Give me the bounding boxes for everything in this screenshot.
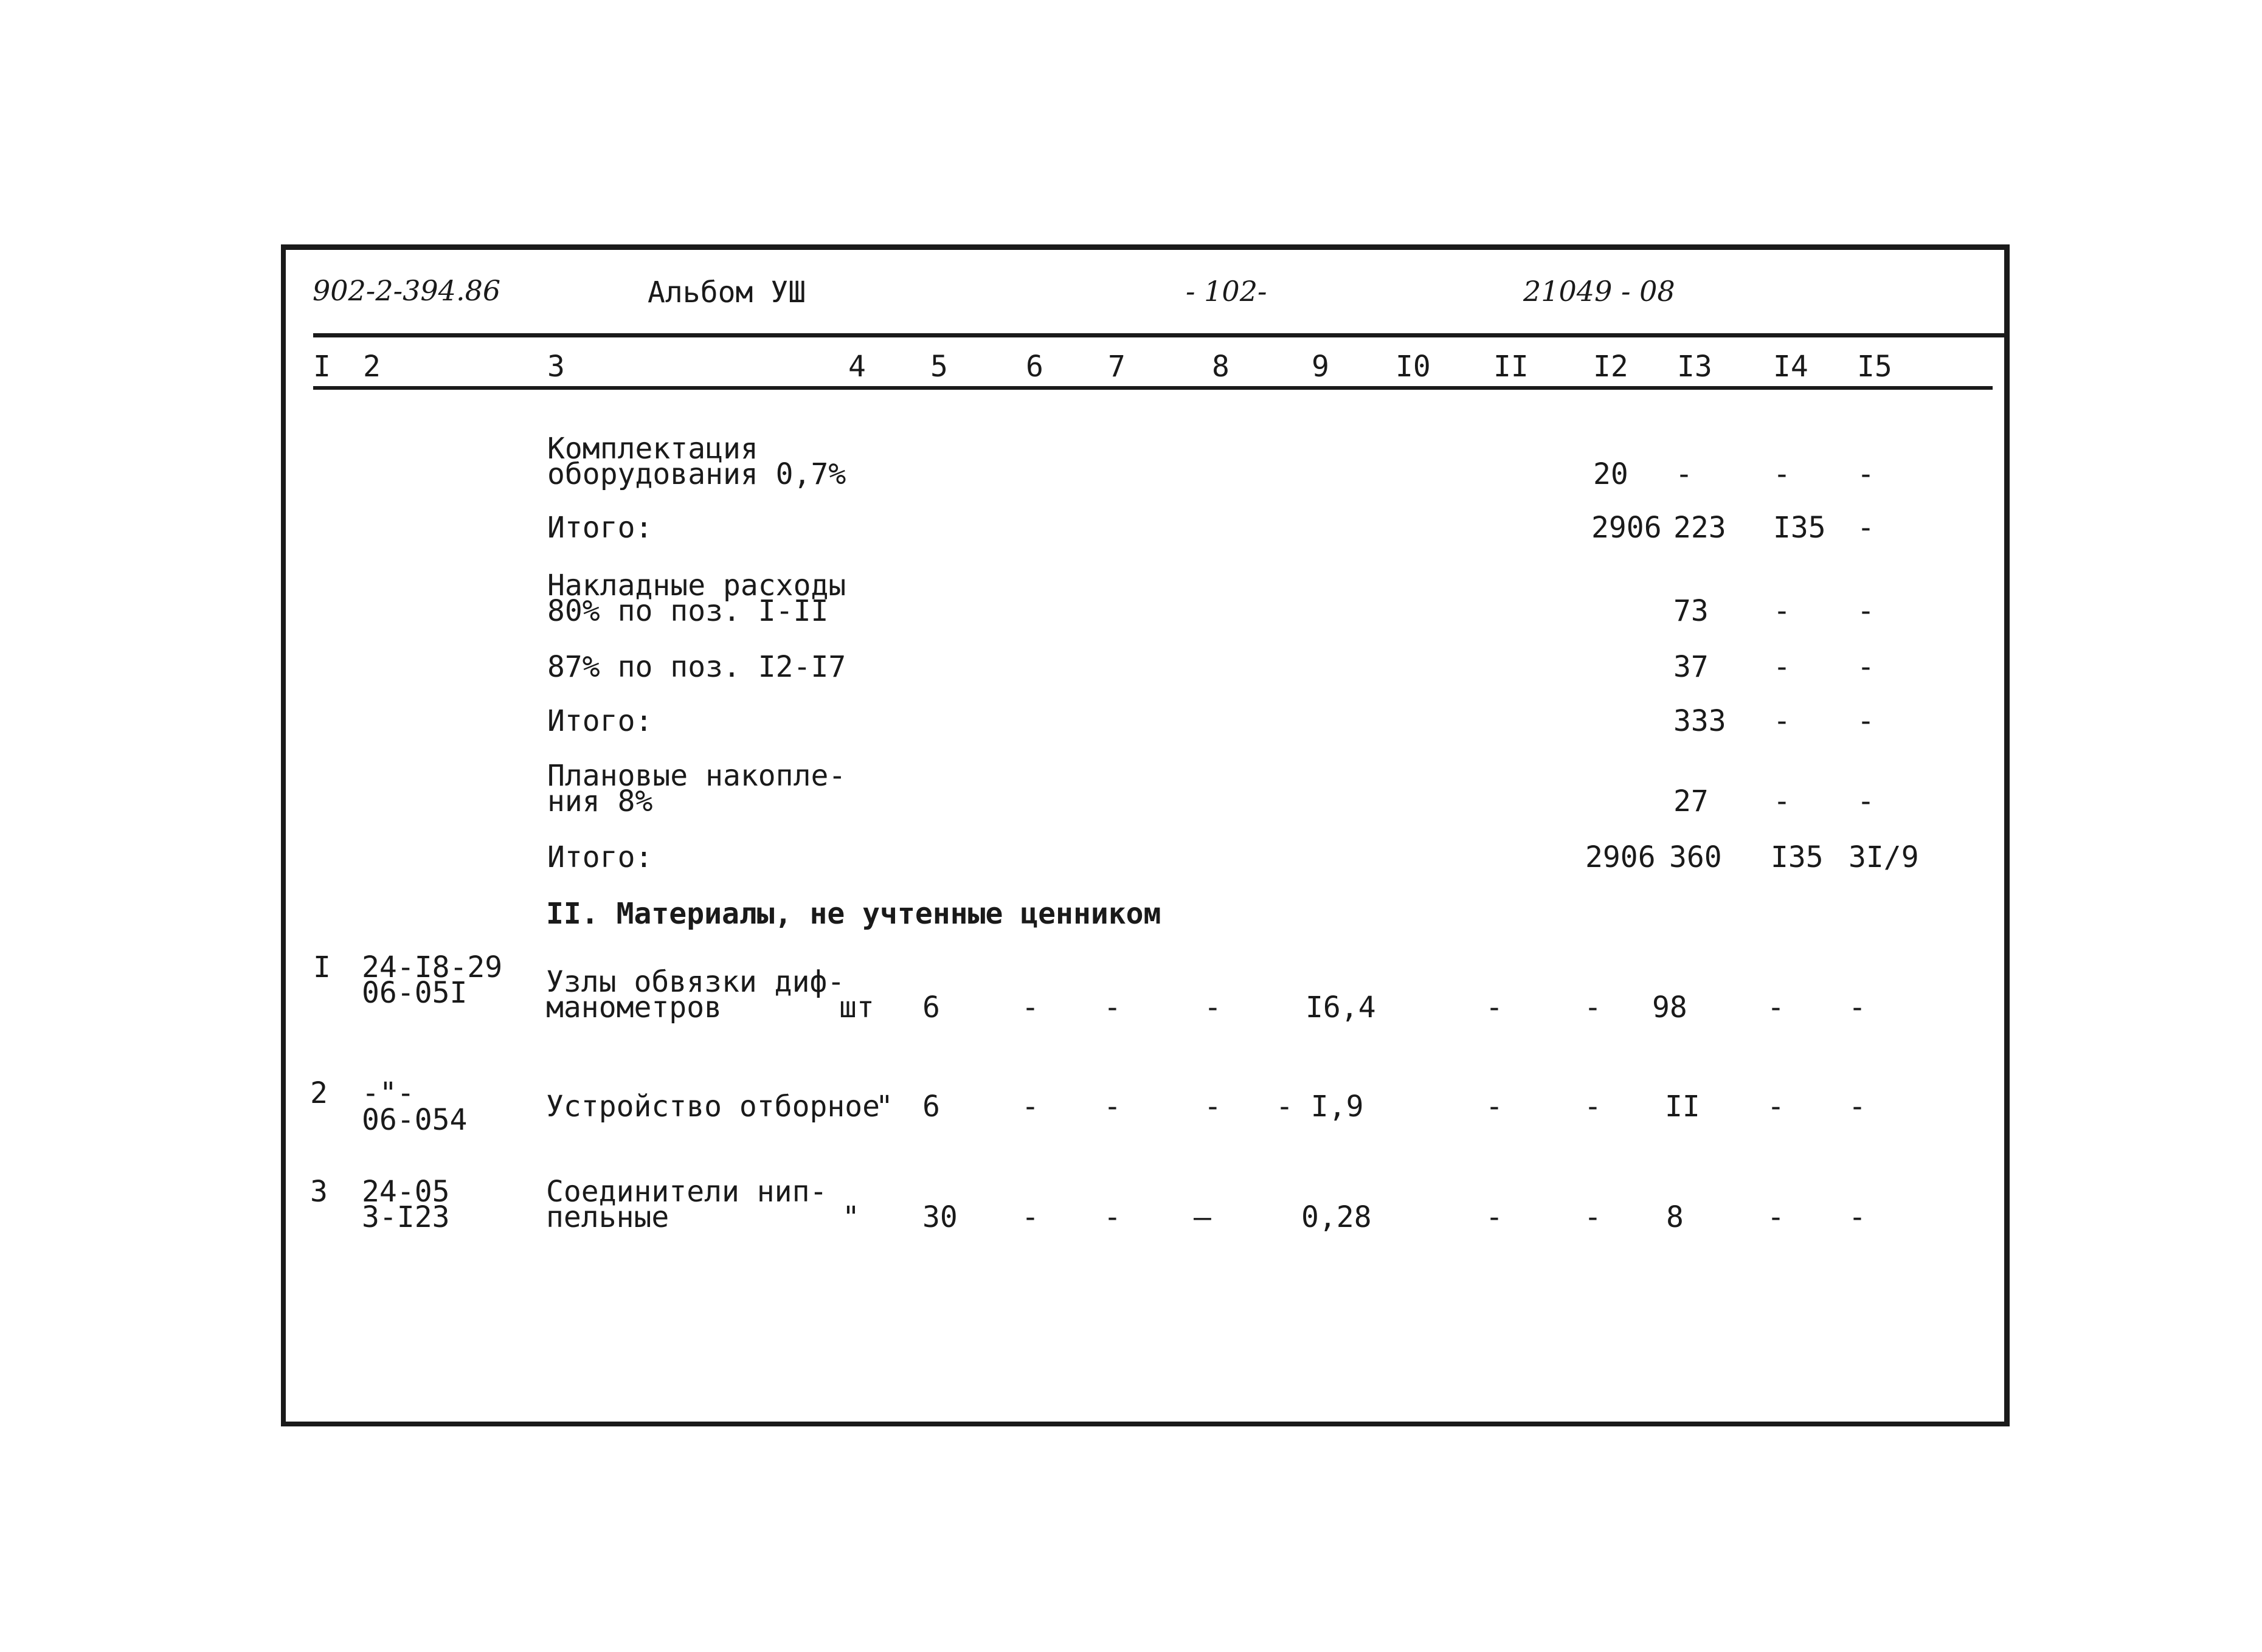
item-code: -"- xyxy=(362,1076,415,1110)
cell-c15: 3I/9 xyxy=(1849,840,1919,874)
col-7: 7 xyxy=(1108,350,1126,384)
row-label: 80% по поз. I-II xyxy=(547,594,829,628)
row-label: Накладные расходы xyxy=(547,569,846,603)
cell-c14: I35 xyxy=(1771,840,1824,874)
cell-c13: 73 xyxy=(1673,594,1709,628)
item-number: I xyxy=(313,950,331,984)
cell-c12: 20 xyxy=(1593,457,1628,491)
col-12: I2 xyxy=(1593,350,1628,384)
album-label: Альбом УШ xyxy=(648,275,806,309)
col-9: 9 xyxy=(1312,350,1329,384)
col-10: I0 xyxy=(1396,350,1431,384)
inventory-number: 21049 - 08 xyxy=(1523,275,1675,308)
row-label: Итого: xyxy=(547,511,653,545)
col-1: I xyxy=(313,350,331,384)
cell-c8: — xyxy=(1194,1200,1211,1234)
cell-c12: - xyxy=(1584,1090,1602,1124)
col-14: I4 xyxy=(1773,350,1808,384)
col-4: 4 xyxy=(848,350,866,384)
cell-c13: 333 xyxy=(1673,704,1726,738)
item-code: 24-05 xyxy=(362,1175,450,1209)
item-code: 24-I8-29 xyxy=(362,950,503,984)
item-qty: 6 xyxy=(922,990,940,1025)
cell-c13: 360 xyxy=(1669,840,1722,874)
cell-c12: - xyxy=(1584,1200,1602,1234)
col-8: 8 xyxy=(1212,350,1230,384)
cell-c13: 223 xyxy=(1673,511,1726,545)
cell-c8: - xyxy=(1204,990,1222,1025)
cell-c14: - xyxy=(1773,704,1791,738)
cell-c11: - xyxy=(1486,1090,1503,1124)
col-11: II xyxy=(1493,350,1529,384)
cell-c13: 8 xyxy=(1666,1200,1684,1234)
column-header-rule xyxy=(313,386,1993,390)
item-unit: " xyxy=(842,1200,860,1234)
item-name: Узлы обвязки диф- xyxy=(546,965,845,999)
cell-c14: - xyxy=(1773,594,1791,628)
cell-c15: - xyxy=(1857,650,1875,684)
header-rule xyxy=(313,333,2005,337)
col-3: 3 xyxy=(547,350,565,384)
cell-c7: - xyxy=(1104,1200,1121,1234)
cell-c15: - xyxy=(1849,1090,1866,1124)
item-code: 06-054 xyxy=(362,1103,468,1137)
cell-c7: - xyxy=(1104,990,1121,1025)
col-15: I5 xyxy=(1857,350,1892,384)
cell-c6: - xyxy=(1022,1090,1039,1124)
item-unit: " xyxy=(876,1090,893,1124)
cell-c14: - xyxy=(1767,990,1785,1025)
col-5: 5 xyxy=(930,350,948,384)
cell-c12: 2906 xyxy=(1591,511,1662,545)
cell-c15: - xyxy=(1857,594,1875,628)
item-unit: шт xyxy=(839,990,874,1025)
cell-c12: - xyxy=(1584,990,1602,1025)
cell-c13: - xyxy=(1675,457,1693,491)
cell-c9: - I,9 xyxy=(1276,1090,1364,1124)
cell-c15: - xyxy=(1849,990,1866,1025)
row-label: Итого: xyxy=(547,704,653,738)
page-frame xyxy=(281,244,2010,1426)
item-name: Устройство отборное xyxy=(546,1090,880,1124)
section-title: II. Материалы, не учтенные ценником xyxy=(546,897,1161,931)
cell-c6: - xyxy=(1022,990,1039,1025)
cell-c6: - xyxy=(1022,1200,1039,1234)
cell-c15: - xyxy=(1857,511,1875,545)
cell-c11: - xyxy=(1486,990,1503,1025)
cell-c12: 2906 xyxy=(1585,840,1656,874)
cell-c8: - xyxy=(1204,1090,1222,1124)
cell-c14: - xyxy=(1767,1090,1785,1124)
item-code: 3-I23 xyxy=(362,1200,450,1234)
col-13: I3 xyxy=(1677,350,1712,384)
row-label: ния 8% xyxy=(547,784,653,818)
cell-c15: - xyxy=(1857,784,1875,818)
col-6: 6 xyxy=(1026,350,1043,384)
cell-c7: - xyxy=(1104,1090,1121,1124)
cell-c14: - xyxy=(1773,650,1791,684)
row-label: 87% по поз. I2-I7 xyxy=(547,650,846,684)
cell-c9: 0,28 xyxy=(1301,1200,1372,1234)
cell-c13: 27 xyxy=(1673,784,1709,818)
cell-c15: - xyxy=(1849,1200,1866,1234)
doc-code: 902-2-394.86 xyxy=(313,274,501,307)
item-number: 3 xyxy=(310,1175,328,1209)
cell-c14: I35 xyxy=(1773,511,1826,545)
row-label: оборудования 0,7% xyxy=(547,457,846,491)
cell-c11: - xyxy=(1486,1200,1503,1234)
cell-c13: II xyxy=(1665,1090,1700,1124)
item-code: 06-05I xyxy=(362,976,468,1010)
page-number: - 102- xyxy=(1186,275,1267,308)
item-number: 2 xyxy=(310,1076,328,1110)
row-label: Итого: xyxy=(547,840,653,874)
cell-c14: - xyxy=(1773,457,1791,491)
cell-c14: - xyxy=(1773,784,1791,818)
cell-c9: I6,4 xyxy=(1306,990,1376,1025)
cell-c15: - xyxy=(1857,457,1875,491)
item-name: манометров xyxy=(546,990,722,1025)
col-2: 2 xyxy=(363,350,381,384)
item-qty: 30 xyxy=(922,1200,958,1234)
cell-c13: 98 xyxy=(1652,990,1687,1025)
cell-c14: - xyxy=(1767,1200,1785,1234)
cell-c13: 37 xyxy=(1673,650,1709,684)
cell-c15: - xyxy=(1857,704,1875,738)
item-qty: 6 xyxy=(922,1090,940,1124)
item-name: Соединители нип- xyxy=(546,1175,828,1209)
row-label: Плановые накопле- xyxy=(547,759,846,793)
row-label: Комплектация xyxy=(547,432,758,466)
item-name: пельные xyxy=(546,1200,669,1234)
